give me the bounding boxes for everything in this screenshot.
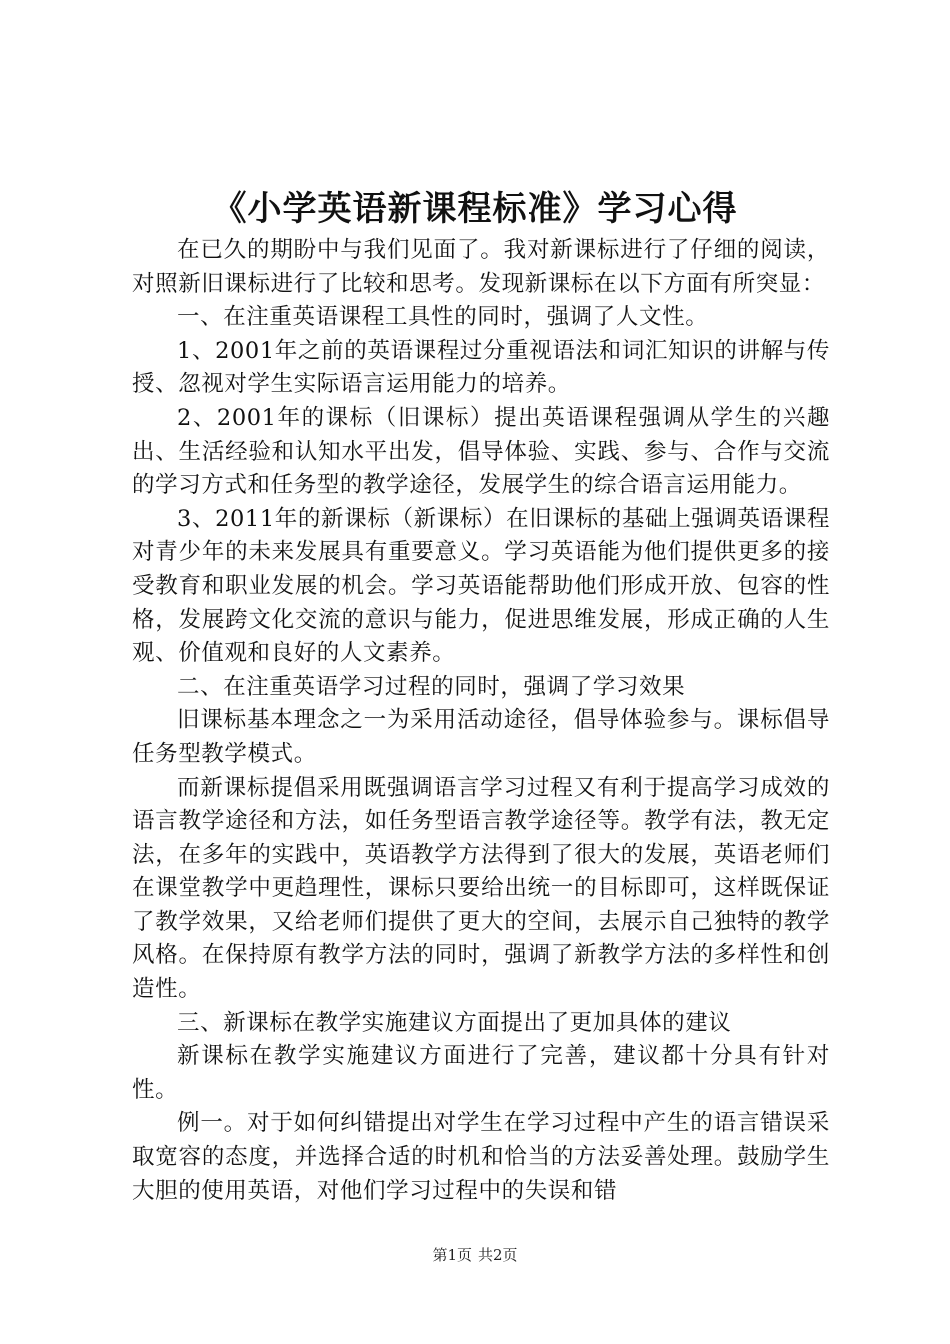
document-title: 《小学英语新课程标准》学习心得 [212,189,738,229]
paragraph-intro: 在已久的期盼中与我们见面了。我对新课标进行了仔细的阅读，对照新旧课标进行了比较和思考。发现新课标在以下方面有所突显： [132,237,830,297]
document-body [132,234,830,1208]
paragraph-old-standard: 旧课标基本理念之一为采用活动途径，倡导体验参与。课标倡导任务型教学模式。 [132,707,830,767]
page-footer [0,1244,950,1266]
section-heading-3: 三、新课标在教学实施建议方面提出了更加具体的建议 [177,1009,732,1036]
paragraph-item-1: 1、2001年之前的英语课程过分重视语法和词汇知识的讲解与传授、忽视对学生实际语言运用能力的培养。 [132,337,830,398]
paragraph-suggestions: 新课标在教学实施建议方面进行了完善，建议都十分具有针对性。 [132,1043,830,1103]
page-number: 第1页 [432,1246,472,1264]
paragraph-item-3: 3、2011年的新课标（新课标）在旧课标的基础上强调英语课程对青少年的未来发展具有重要意义。学习英语能为他们提供更多的接受教育和职业发展的机会。学习英语能帮助他们形成开放、包容的性格，发展跨文化交流的意识与能力，促进思维发展，形成正确的人生观、价值观和良好的人文素养。 [132,505,830,667]
paragraph-item-2: 2、2001年的课标（旧课标）提出英语课程强调从学生的兴趣出、生活经验和认知水平出发，倡导体验、实践、参与、合作与交流的学习方式和任务型的教学途径，发展学生的综合语言运用能力。 [132,404,830,499]
section-heading-1: 一、在注重英语课程工具性的同时，强调了人文性。 [177,304,709,331]
paragraph-example-1: 例一。对于如何纠错提出对学生在学习过程中产生的语言错误采取宽容的态度，并选择合适的时机和恰当的方法妥善处理。鼓励学生大胆的使用英语，对他们学习过程中的失误和错 [132,1110,830,1204]
page-total: 共2页 [478,1246,518,1264]
section-heading-2: 二、在注重英语学习过程的同时，强调了学习效果 [177,673,686,700]
paragraph-new-standard: 而新课标提倡采用既强调语言学习过程又有利于提高学习成效的语言教学途径和方法，如任务型语言教学途径等。教学有法，教无定法，在多年的实践中，英语教学方法得到了很大的发展，英语老师们在课堂教学中更趋理性，课标只要给出统一的目标即可，这样既保证了教学效果，又给老师们提供了更大的空间，去展示自己独特的教学风格。在保持原有教学方法的同时，强调了新教学方法的多样性和创造性。 [132,774,830,1003]
